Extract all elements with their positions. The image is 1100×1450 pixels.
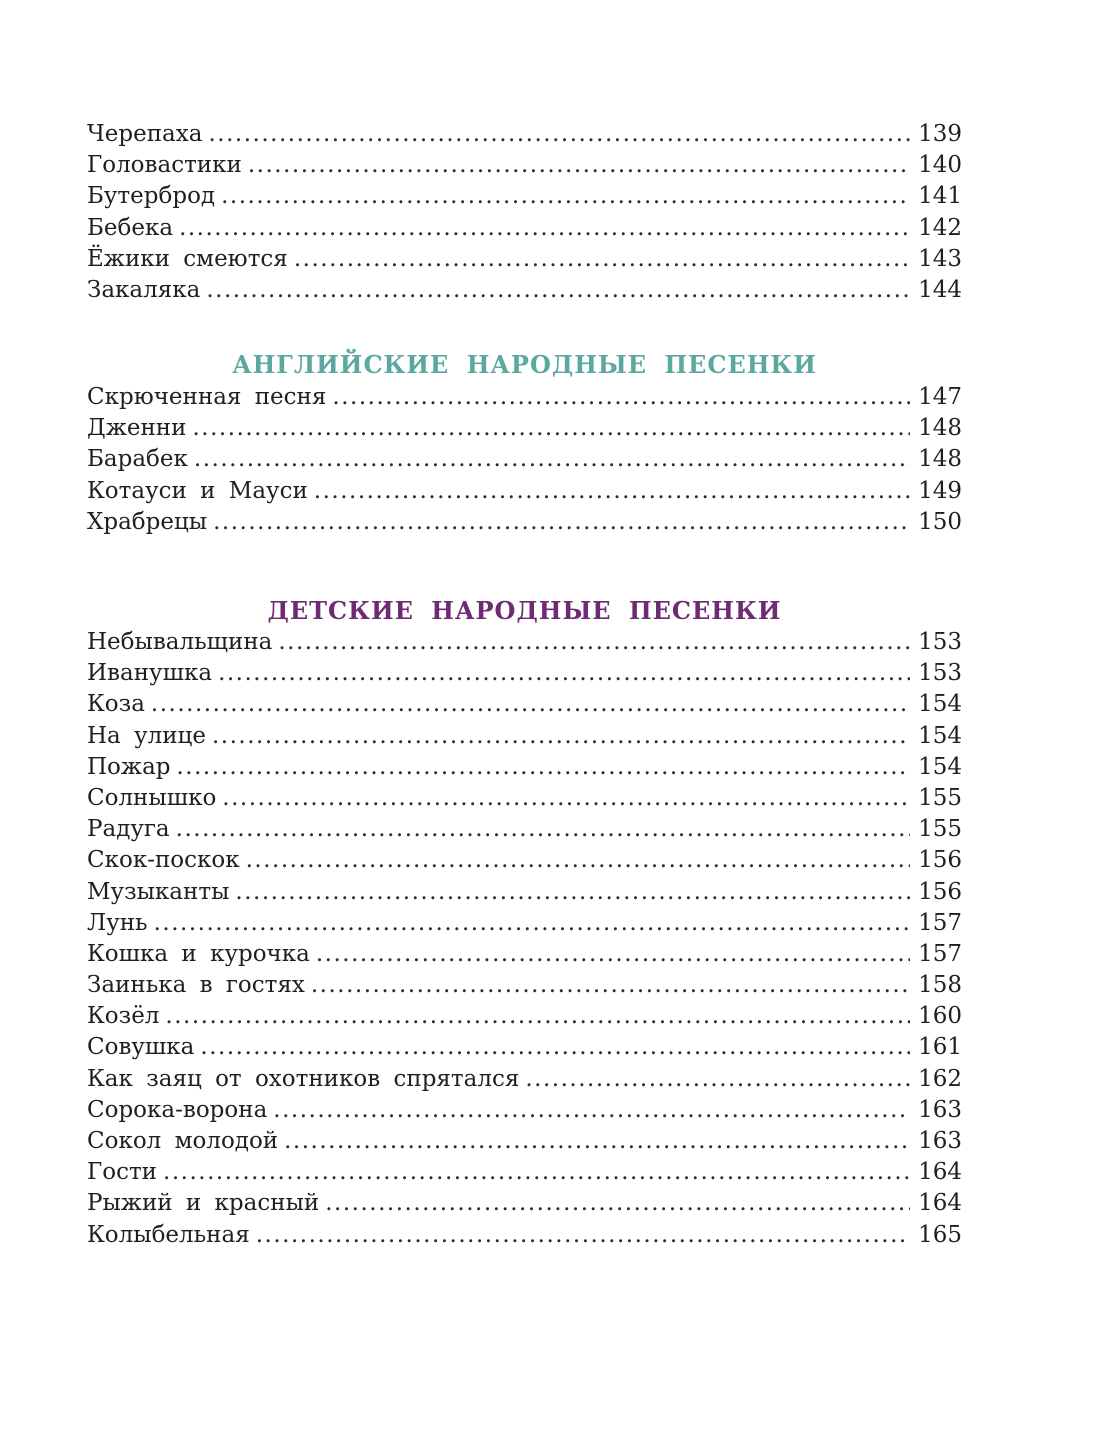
toc-entry-title: Небывальщина [87,629,273,655]
toc-entry-page: 148 [918,446,962,473]
toc-entry-title: Совушка [87,1034,195,1061]
toc-entry-title: Черепаха [87,121,203,147]
toc-entry[interactable] [87,181,962,212]
toc-entry[interactable] [87,752,962,783]
toc-dot-leader [154,908,911,939]
toc-entry-page: 144 [918,276,962,303]
toc-dot-leader [332,382,910,413]
toc-entry-page: 147 [918,384,962,410]
toc-entry-page: 140 [918,152,962,179]
toc-dot-leader [192,413,910,444]
toc-entry-page: 156 [918,878,962,905]
toc-entry-title: Сокол молодой [87,1128,279,1154]
toc-entry-title: Сорока-ворона [87,1096,268,1123]
toc-entry-page: 154 [918,691,962,718]
toc-entry-title: Бутерброд [87,183,216,210]
toc-entry[interactable] [87,444,962,475]
toc-entry-page: 153 [918,660,962,687]
toc-dot-leader [235,877,910,908]
toc-entry-title: Бебека [87,214,174,241]
toc-entry-title: Барабек [87,446,188,473]
toc-entry[interactable] [87,476,962,507]
toc-entry[interactable] [87,382,962,413]
toc-entry[interactable] [87,1126,962,1157]
toc-dot-leader [325,1188,910,1219]
toc-entry-title: Пожар [87,753,171,780]
toc-entry[interactable] [87,689,962,720]
toc-entry[interactable] [87,970,962,1001]
toc-entry[interactable] [87,507,962,538]
toc-section-continued [87,119,962,306]
toc-dot-leader [273,1095,910,1126]
toc-entry-page: 155 [918,816,962,843]
toc-dot-leader [525,1064,910,1095]
section-heading-english-songs: АНГЛИЙСКИЕ НАРОДНЫЕ ПЕСЕНКИ [232,350,817,379]
toc-entry-page: 156 [918,847,962,874]
toc-entry-page: 164 [918,1190,962,1217]
toc-entry-page: 164 [918,1159,962,1186]
toc-entry-title: Радуга [87,816,170,843]
toc-entry-title: Скок-поскок [87,847,240,874]
toc-entry[interactable] [87,908,962,939]
toc-entry[interactable] [87,845,962,876]
toc-entry-page: 163 [918,1096,962,1123]
toc-entry[interactable] [87,1188,962,1219]
toc-entry[interactable] [87,721,962,752]
toc-entry-title: Иванушка [87,660,213,687]
toc-entry[interactable] [87,275,962,306]
toc-dot-leader [165,1001,910,1032]
toc-entry-title: Скрюченная песня [87,384,327,410]
toc-dot-leader [179,213,910,244]
toc-dot-leader [194,444,910,475]
toc-dot-leader [208,119,910,150]
toc-dot-leader [284,1126,910,1157]
toc-dot-leader [278,627,910,658]
toc-entry-page: 160 [918,1003,962,1030]
toc-dot-leader [177,752,911,783]
toc-entry-title: Коза [87,691,145,718]
toc-entry[interactable] [87,1220,962,1251]
toc-entry-title: Дженни [87,415,187,442]
toc-dot-leader [206,275,910,306]
toc-dot-leader [316,939,910,970]
toc-dot-leader [246,845,910,876]
toc-entry[interactable] [87,150,962,181]
toc-entry-page: 162 [918,1065,962,1092]
toc-entry[interactable] [87,413,962,444]
toc-entry-page: 163 [918,1128,962,1154]
toc-dot-leader [314,476,910,507]
toc-entry-page: 149 [918,477,962,504]
toc-entry-page: 143 [918,245,962,272]
toc-dot-leader [311,970,910,1001]
toc-entry[interactable] [87,1157,962,1188]
toc-entry-title: Лунь [87,909,148,936]
toc-entry-page: 165 [918,1221,962,1248]
toc-entry-title: Рыжий и красный [87,1190,320,1217]
toc-entry-title: Солнышко [87,784,217,811]
toc-entry-title: Ёжики смеются [87,245,288,272]
toc-dot-leader [212,721,910,752]
toc-entry-page: 141 [918,183,962,210]
toc-dot-leader [221,181,910,212]
toc-entry-page: 154 [918,722,962,749]
toc-entry-page: 148 [918,415,962,442]
toc-entry[interactable] [87,627,962,658]
section-heading-children-songs: ДЕТСКИЕ НАРОДНЫЕ ПЕСЕНКИ [267,596,782,625]
toc-dot-leader [248,150,910,181]
toc-entry[interactable] [87,244,962,275]
toc-entry-title: Кошка и курочка [87,940,310,967]
toc-entry-title: Козёл [87,1003,160,1030]
toc-entry-title: Закаляка [87,276,201,303]
toc-entry[interactable] [87,939,962,970]
toc-dot-leader [222,783,910,814]
toc-entry[interactable] [87,783,962,814]
toc-entry-title: Головастики [87,152,242,179]
toc-entry-title: Котауси и Мауси [87,477,308,504]
toc-dot-leader [151,689,910,720]
toc-entry[interactable] [87,1032,962,1063]
toc-entry[interactable] [87,119,962,150]
toc-entry-title: Музыканты [87,878,230,905]
toc-entry-title: Колыбельная [87,1221,250,1248]
toc-dot-leader [163,1157,910,1188]
toc-entry-page: 158 [918,972,962,999]
toc-entry-page: 142 [918,214,962,241]
toc-entry-title: Гости [87,1159,158,1186]
toc-entry-title: На улице [87,722,206,749]
toc-entry-page: 150 [918,508,962,535]
toc-entry-page: 161 [918,1034,962,1061]
toc-entry-page: 154 [918,753,962,780]
toc-entry-page: 153 [918,629,962,655]
toc-dot-leader [176,814,910,845]
toc-entry-page: 139 [918,121,962,147]
toc-entry[interactable] [87,814,962,845]
toc-entry[interactable] [87,1001,962,1032]
toc-entry[interactable] [87,1095,962,1126]
toc-dot-leader [294,244,910,275]
toc-entry-title: Храбрецы [87,508,208,535]
toc-entry-page: 157 [918,940,962,967]
toc-dot-leader [218,658,910,689]
toc-entry-title: Заинька в гостях [87,972,305,999]
toc-entry-title: Как заяц от охотников спрятался [87,1065,520,1092]
toc-entry-page: 155 [918,784,962,811]
toc-entry-page: 157 [918,909,962,936]
toc-section-english-songs [87,382,962,538]
toc-section-children-songs [87,627,962,1251]
toc-entry[interactable] [87,213,962,244]
toc-dot-leader [200,1032,910,1063]
toc-entry[interactable] [87,877,962,908]
toc-entry[interactable] [87,658,962,689]
toc-dot-leader [213,507,910,538]
toc-entry[interactable] [87,1064,962,1095]
toc-dot-leader [256,1220,910,1251]
